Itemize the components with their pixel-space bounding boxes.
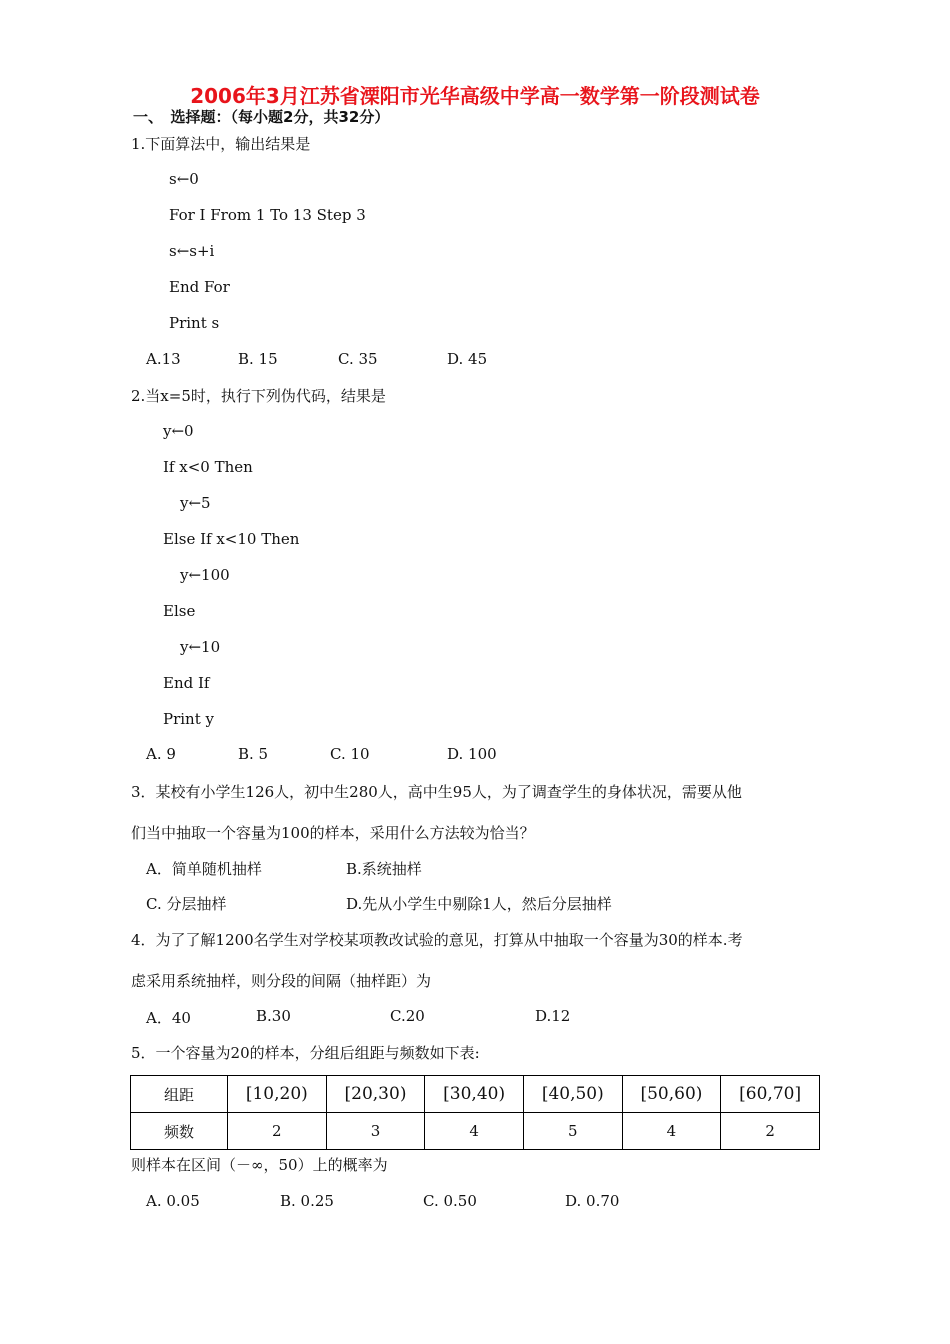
q5-stem: 5．一个容量为20的样本，分组后组距与频数如下表: xyxy=(131,1044,480,1062)
q1-code-line: For I From 1 To 13 Step 3 xyxy=(169,206,366,224)
q5-option-a: A. 0.05 xyxy=(146,1192,200,1210)
q5-option-d: D. 0.70 xyxy=(565,1192,620,1210)
q3-stem-line1: 3．某校有小学生126人，初中生280人，高中生95人，为了调查学生的身体状况，需要从他 xyxy=(131,783,742,801)
table-cell-frequency: 2 xyxy=(228,1113,327,1150)
q2-option-d: D. 100 xyxy=(447,745,497,763)
q4-stem-line1: 4．为了了解1200名学生对学校某项教改试验的意见，打算从中抽取一个容量为30的样本.考 xyxy=(131,931,743,949)
q1-code-line: Print s xyxy=(169,314,220,332)
table-cell-interval: [50,60) xyxy=(622,1076,721,1113)
q2-code-line: Print y xyxy=(163,710,214,728)
q2-code-line: y←0 xyxy=(163,422,194,440)
q2-code-line: y←10 xyxy=(180,638,221,656)
q1-option-a: A.13 xyxy=(146,350,181,368)
q5-after-text: 则样本在区间（－∞，50）上的概率为 xyxy=(131,1156,388,1174)
q1-option-d: D. 45 xyxy=(447,350,488,368)
q1-code-line: s←s+i xyxy=(169,242,215,260)
q2-option-b: B. 5 xyxy=(238,745,269,763)
q4-option-a: A．40 xyxy=(146,1009,191,1027)
q4-option-d: D.12 xyxy=(535,1007,571,1025)
page-title: 2006年3月江苏省溧阳市光华高级中学高一数学第一阶段测试卷 xyxy=(190,84,760,108)
q1-code-line: End For xyxy=(169,278,230,296)
table-cell-frequency: 4 xyxy=(425,1113,524,1150)
q2-code-line: Else If x<10 Then xyxy=(163,530,300,548)
q2-code-line: Else xyxy=(163,602,196,620)
table-cell-frequency: 3 xyxy=(326,1113,425,1150)
q3-option-c: C. 分层抽样 xyxy=(146,895,227,913)
table-cell-interval: [20,30) xyxy=(326,1076,425,1113)
q2-code-line: If x<0 Then xyxy=(163,458,253,476)
q1-option-c: C. 35 xyxy=(338,350,378,368)
q2-option-a: A. 9 xyxy=(146,745,176,763)
q3-option-b: B.系统抽样 xyxy=(346,860,422,878)
q1-option-b: B. 15 xyxy=(238,350,278,368)
q3-option-d: D.先从小学生中剔除1人，然后分层抽样 xyxy=(346,895,612,913)
q4-option-c: C.20 xyxy=(390,1007,425,1025)
q2-stem: 2.当x=5时，执行下列伪代码，结果是 xyxy=(131,387,386,405)
q1-code-line: s←0 xyxy=(169,170,199,188)
table-cell-frequency: 5 xyxy=(523,1113,622,1150)
q2-option-c: C. 10 xyxy=(330,745,370,763)
table-row-label: 频数 xyxy=(131,1113,228,1150)
q5-option-c: C. 0.50 xyxy=(423,1192,477,1210)
q4-stem-line2: 虑采用系统抽样，则分段的间隔（抽样距）为 xyxy=(131,972,432,990)
q4-option-b: B.30 xyxy=(256,1007,291,1025)
q2-code-line: y←5 xyxy=(180,494,211,512)
section-heading: 一、 选择题：（每小题2分，共32分） xyxy=(133,108,390,126)
q3-stem-line2: 们当中抽取一个容量为100的样本，采用什么方法较为恰当？ xyxy=(131,824,535,842)
q2-code-line: y←100 xyxy=(180,566,230,584)
q1-stem: 1.下面算法中，输出结果是 xyxy=(131,135,311,153)
q3-option-a: A．简单随机抽样 xyxy=(146,860,262,878)
table-cell-interval: [40,50) xyxy=(523,1076,622,1113)
table-row-label: 组距 xyxy=(131,1076,228,1113)
table-row xyxy=(131,1076,820,1113)
table-row xyxy=(131,1113,820,1150)
q5-option-b: B. 0.25 xyxy=(280,1192,334,1210)
q2-code-line: End If xyxy=(163,674,210,692)
table-cell-frequency: 4 xyxy=(622,1113,721,1150)
table-cell-frequency: 2 xyxy=(721,1113,820,1150)
table-cell-interval: [60,70] xyxy=(721,1076,820,1113)
frequency-table xyxy=(130,1075,820,1150)
table-cell-interval: [10,20) xyxy=(228,1076,327,1113)
table-cell-interval: [30,40) xyxy=(425,1076,524,1113)
